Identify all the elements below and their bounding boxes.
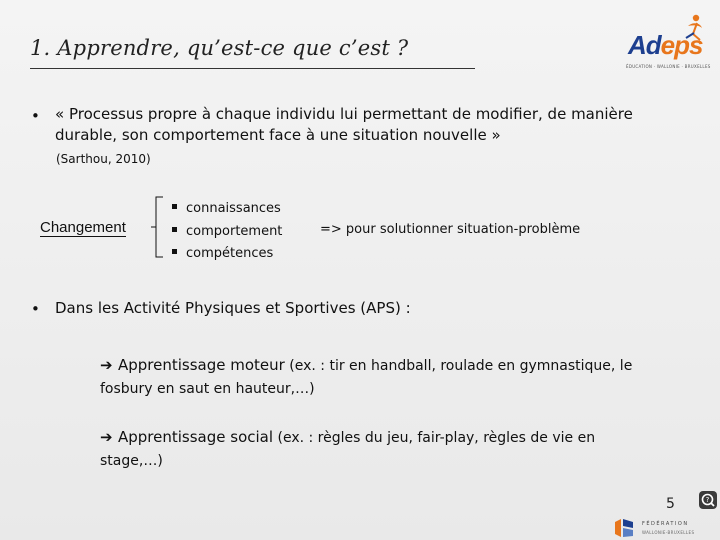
aps-heading: Dans les Activité Physiques et Sportives (APS) : xyxy=(55,299,411,317)
item-detail: (ex. : règles du jeu, fair-play, règles de vie en stage,…) xyxy=(100,430,596,469)
square-bullet-icon xyxy=(172,204,177,209)
logo-tagline: ÉDUCATION · WALLONIE · BRUXELLES xyxy=(626,64,711,69)
bracket-icon xyxy=(149,196,165,258)
adeps-logo xyxy=(622,10,714,72)
list-item-label: connaissances xyxy=(186,201,281,216)
list-item xyxy=(172,198,282,221)
change-result: => pour solutionner situation-problème xyxy=(320,222,581,237)
definition-quote: « Processus propre à chaque individu lui permettant de modifier, de manière durable, son comportement face à une situation nouvelle » xyxy=(55,105,633,144)
logo-part-eps: eps xyxy=(660,30,703,60)
slide-title: 1. Apprendre, qu’est-ce que c’est ? xyxy=(30,36,409,60)
item-motor-learning xyxy=(100,354,660,400)
federation-sublabel: WALLONIE-BRUXELLES xyxy=(642,530,695,535)
item-lead: Apprentissage moteur xyxy=(118,356,285,374)
square-bullet-icon xyxy=(172,249,177,254)
federation-label: FÉDÉRATION xyxy=(642,521,689,527)
list-item-label: compétences xyxy=(186,246,274,261)
list-item xyxy=(172,243,282,266)
list-item-label: comportement xyxy=(186,223,283,239)
arrow-right-icon: ➔ xyxy=(100,428,113,446)
item-detail: (ex. : tir en handball, roulade en gymnastique, le fosbury en saut en hauteur,…) xyxy=(100,358,633,397)
change-label: Changement xyxy=(40,219,126,236)
help-icon[interactable] xyxy=(698,490,718,510)
list-item xyxy=(172,221,282,244)
bullet-dot-1: • xyxy=(31,107,40,125)
square-bullet-icon xyxy=(172,227,177,232)
logo-word xyxy=(628,30,702,61)
citation: (Sarthou, 2010) xyxy=(56,152,151,166)
item-lead: Apprentissage social xyxy=(118,428,274,446)
page-number: 5 xyxy=(666,496,675,512)
logo-part-ad: Ad xyxy=(628,30,661,60)
federation-mark-icon xyxy=(612,516,636,540)
svg-text:?: ? xyxy=(705,496,710,504)
item-social-learning xyxy=(100,426,660,472)
title-underline xyxy=(30,68,475,69)
federation-logo xyxy=(612,516,712,540)
change-list xyxy=(172,198,282,266)
bullet-dot-2: • xyxy=(31,300,40,318)
arrow-right-icon: ➔ xyxy=(100,356,113,374)
